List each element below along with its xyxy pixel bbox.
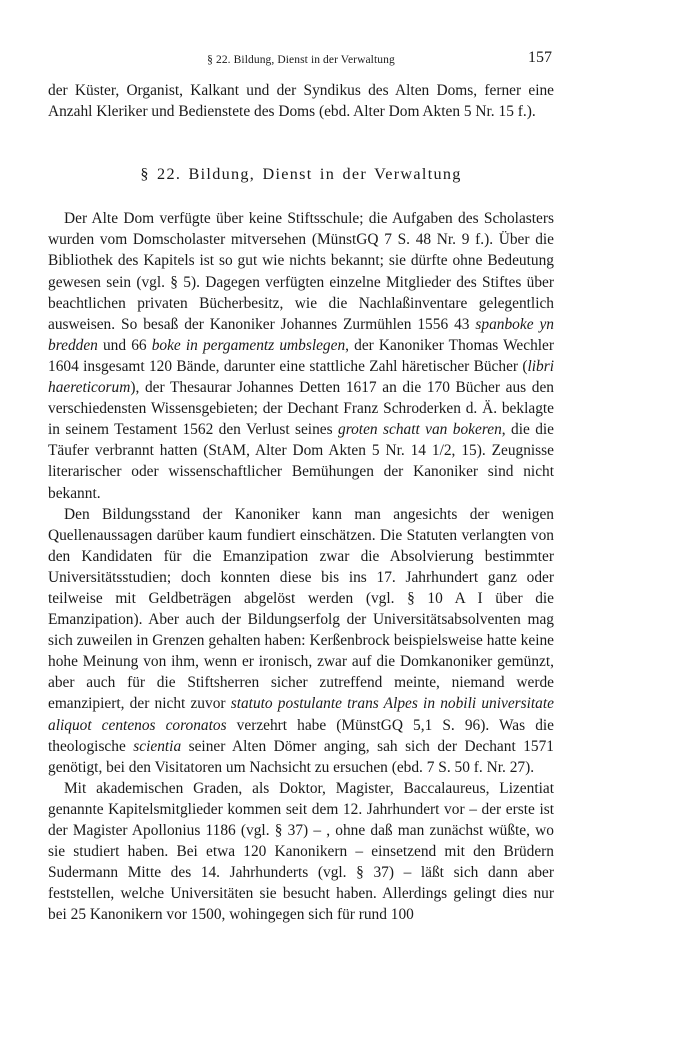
section-paragraphs	[48, 208, 554, 925]
text-run: Mit akademischen Graden, als Doktor, Magister, Baccalaureus, Lizentiat genannte Kapitelsmitglieder kommen seit dem 12. Jahrhundert vor – der erste ist der Magister Apollonius 1186 (vgl. § 37) – , ohne daß man zunächst wüßte, wo sie studiert haben. Bei etwa 120 Kanonikern – einsetzend mit den Brüdern Sudermann Mitte des 14. Jahrhunderts (vgl. § 37) – läßt sich dann aber feststellen, welche Universitäten sie besucht haben. Allerdings gelingt dies nur bei 25 Kanonikern vor 1500, wohingegen sich für rund 100	[48, 779, 554, 924]
section-paragraph	[48, 504, 554, 778]
text-run: , die die Täufer verbrannt hatten (StAM, Alter Dom Akten 5 Nr. 14 1/2, 15). Zeugnisse literarischer oder wissenschaftlicher Bemühungen der Kanoniker sind nicht bekannt.	[48, 421, 554, 502]
italic-term: scientia	[133, 737, 182, 755]
italic-term: groten schatt van bokeren	[338, 421, 502, 439]
text-run: und 66	[97, 336, 152, 354]
italic-term: spanboke yn bredden	[48, 315, 554, 354]
running-head-title: § 22. Bildung, Dienst in der Verwaltung	[207, 54, 395, 66]
section-paragraph	[48, 778, 554, 926]
running-head	[48, 48, 554, 72]
section-heading: § 22. Bildung, Dienst in der Verwaltung	[140, 165, 462, 184]
page-number: 157	[528, 49, 552, 66]
italic-term: statuto postulante trans Alpes in nobili universitate aliquot centenos coronatos	[48, 695, 554, 734]
text-run: ), der Thesaurar Johannes Detten 1617 an die 170 Bücher aus den verschiedensten Wissensgebieten; der Dechant Franz Schroderken d. Ä. beklagte in seinem Testament 1562 den Verlust seines	[48, 379, 554, 439]
text-run: seiner Alten Dömer anging, sah sich der Dechant 1571 genötigt, bei den Visitatoren um Nachsicht zu ersuchen (ebd. 7 S. 50 f. Nr. 27).	[48, 737, 554, 776]
section-paragraph	[48, 208, 554, 503]
text-run: verzehrt habe (MünstGQ 5,1 S. 96). Was die theologische	[48, 716, 554, 755]
text-run: , der Kanoniker Thomas Wechler 1604 insgesamt 120 Bände, darunter eine stattliche Zahl häretischer Bücher (	[48, 336, 554, 375]
body-text	[48, 80, 554, 925]
intro-paragraph: der Küster, Organist, Kalkant und der Syndikus des Alten Doms, ferner eine Anzahl Kleriker und Bedienstete des Doms (ebd. Alter Dom Akten 5 Nr. 15 f.).	[48, 82, 554, 121]
text-run: Der Alte Dom verfügte über keine Stiftsschule; die Aufgaben des Scholasters wurden vom Domscholaster mitversehen (MünstGQ 7 S. 48 Nr. 9 f.). Über die Bibliothek des Kapitels ist so gut wie nichts bekannt; sie dürfte ohne Bedeutung gewesen sein (vgl. § 5). Dagegen verfügten einzelne Mitglieder des Stiftes über beachtlichen privaten Bücherbesitz, wie die Nachlaßinventare gelegentlich ausweisen. So besaß der Kanoniker Johannes Zurmühlen 1556 43	[48, 210, 554, 333]
italic-term: boke in pergamentz umbslegen	[151, 336, 346, 354]
italic-term: libri haereticorum	[48, 357, 554, 397]
text-run: Den Bildungsstand der Kanoniker kann man angesichts der wenigen Quellenaussagen darüber kaum fundiert einschätzen. Die Statuten verlangten von den Kandidaten für die Emanzipation zwar die Absolvierung bestimmter Universitätsstudien; doch konnten diese bis ins 17. Jahrhundert ganz oder teilweise mit Geldbeträgen abgelöst werden (vgl. § 10 A I über die Emanzipation). Aber auch der Bildungserfolg der Universitätsabsolventen mag sich zuweilen in Grenzen gehalten haben: Kerßenbrock beispielsweise hatte keine hohe Meinung von ihm, wenn er ironisch, zwar auf die Domkanoniker gemünzt, aber auch für die Stiftsherren sicher zutreffend meinte, niemand werde emanzipiert, der nicht zuvor	[48, 505, 554, 713]
